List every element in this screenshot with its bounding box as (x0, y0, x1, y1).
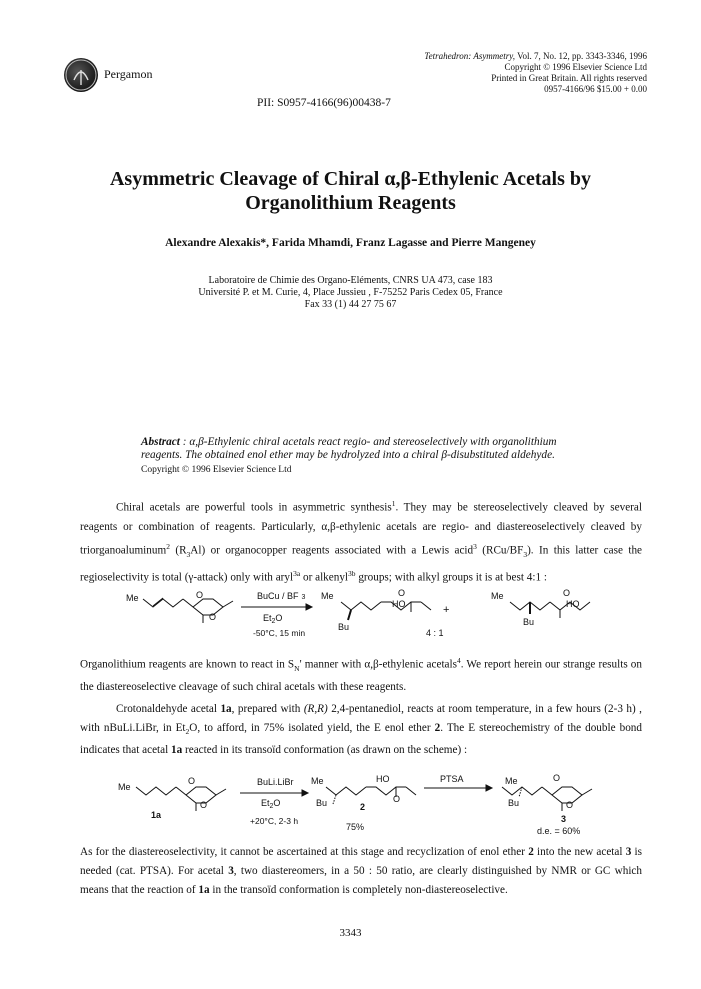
scheme2-yield: 75% (346, 822, 365, 832)
scheme1-product1-me: Me (321, 591, 334, 601)
abstract-copyright: Copyright © 1996 Elsevier Science Ltd (141, 465, 292, 475)
abstract-text: α,β-Ethylenic chiral acetals react regio- and stereoselectively with organolithium reagents. The obtained enol ether may be hydrolyzed into a chiral β-disubstituted aldehyde. (141, 436, 557, 461)
compound-label-2: 2 (360, 802, 366, 812)
scheme1-product1-ho: HO (392, 599, 406, 609)
scheme2-acid: PTSA (440, 774, 464, 784)
scheme1-solvent: $Et_2O$ (263, 613, 283, 625)
body-paragraph-3: Crotonaldehyde acetal 1a, prepared with (R,R) 2,4-pentanediol, reacts at room temperature, in a few hours (2-3 h) , with nBuLi.LiBr, in $Et_2O$, to afford, in 75% isolated yield, the E enol ether 2. The E stereochemistry of the double bond indicates that acetal 1a reacted in its transoïd conformation (as drawn on the scheme) : (80, 703, 642, 757)
scheme2-reagent: BuLi.LiBr (257, 777, 294, 787)
scheme1-o-label-2: O (209, 612, 217, 622)
scheme1-plus: + (443, 604, 450, 616)
scheme2-1a-o: O (188, 776, 196, 786)
copyright-line: Copyright © 1996 Elsevier Science Ltd (504, 62, 647, 72)
journal-citation: Tetrahedron: Asymmetry, Vol. 7, No. 12, pp. 3343-3346, 1996 (424, 51, 647, 61)
author-list: Alexandre Alexakis*, Farida Mhamdi, Franz Lagasse and Pierre Mangeney (165, 237, 536, 249)
scheme1-product2-bu: Bu (523, 617, 535, 627)
scheme1-product2-o: O (563, 588, 571, 598)
scheme2-2-o: O (393, 794, 401, 804)
scheme2-2-bu: Bu (316, 798, 328, 808)
scheme2-3-bu: Bu (508, 798, 520, 808)
scheme2-3-o2: O (566, 800, 574, 810)
scheme2-conditions: +20°C, 2-3 h (250, 816, 299, 826)
scheme2-3-me: Me (505, 776, 518, 786)
printed-line: Printed in Great Britain. All rights reserved (491, 73, 647, 83)
publisher-name: Pergamon (104, 67, 153, 81)
abstract: Abstract : α,β-Ethylenic chiral acetals react regio- and stereoselectively with organolithium reagents. The obtained enol ether may be hydrolyzed into a chiral β-disubstituted aldehyde. Copyright © 1996 Elsevier Science Ltd (141, 436, 557, 475)
scheme1-product2-me: Me (491, 591, 504, 601)
scheme1-o-label: O (196, 590, 204, 600)
compound-label-3: 3 (561, 814, 567, 824)
scheme1-ratio: 4 : 1 (426, 628, 444, 638)
scheme1-me-label: Me (126, 593, 139, 603)
scheme2-2-me: Me (311, 776, 324, 786)
body-paragraph-4: As for the diastereoselectivity, it cannot be ascertained at this stage and recyclization of enol ether 2 into the new acetal 3 is needed (cat. PTSA). For acetal 3, two diastereomers, in a 50 : 50 ratio, are clearly distinguished by NMR or GC which means that the reaction of 1a in the transoïd conformation is completely non-diastereoselective. (80, 846, 642, 896)
scheme1-conditions: -50°C, 15 min (253, 628, 306, 638)
paper-title: Asymmetric Cleavage of Chiral α,β-Ethylenic Acetals by Organolithium Reagents (109, 168, 592, 214)
scheme1-reagent: BuCu / BF 3 (257, 591, 306, 601)
scheme2-1a-o2: O (200, 800, 208, 810)
scheme2-2-ho: HO (376, 774, 390, 784)
scheme2-de: d.e. = 60% (537, 826, 581, 836)
scheme2-3-o: O (553, 773, 561, 783)
abstract-label: Abstract (141, 436, 180, 448)
compound-label-1a: 1a (151, 810, 162, 820)
scheme1-product1-bu: Bu (338, 622, 350, 632)
scheme2-solvent: $Et_2O$ (261, 798, 281, 810)
affiliation: Laboratoire de Chimie des Organo-Eléments, CNRS UA 473, case 183 Université P. et M. Curie, 4, Place Jussieu , F-75252 Paris Cedex 05, France Fax 33 (1) 44 27 75 67 (198, 275, 503, 310)
scheme1-product2-ho: HO (566, 599, 580, 609)
pii-identifier: PII: S0957-4166(96)00438-7 (257, 97, 391, 109)
scheme1-product1-o: O (398, 588, 406, 598)
body-paragraph-2: Organolithium reagents are known to react in $S_N'$ manner with α,β-ethylenic acetals$^4$. We report herein our strange results on the diastereoselective cleavage of such chiral acetals with these reagents. (80, 656, 642, 693)
body-paragraph-1: Chiral acetals are powerful tools in asymmetric synthesis$^1$. They may be stereoselectively cleaved by several reagents or combination of reagents. Particularly, α,β-ethylenic acetals are regio- and diastereoselectively cleaved by triorganoaluminum$^2$ $(R_3Al)$ or organocopper reagents associated with a Lewis acid$^3$ $(RCu/BF_3)$. In this latter case the regioselectivity is total (γ-attack) only with aryl$^{3a}$ or alkenyl$^{3b}$ groups; with alkyl groups it is at best 4:1 : (80, 499, 643, 584)
page-number: 3343 (339, 927, 362, 939)
scheme2-1a-me: Me (118, 782, 131, 792)
issn-line: 0957-4166/96 $15.00 + 0.00 (544, 84, 647, 94)
